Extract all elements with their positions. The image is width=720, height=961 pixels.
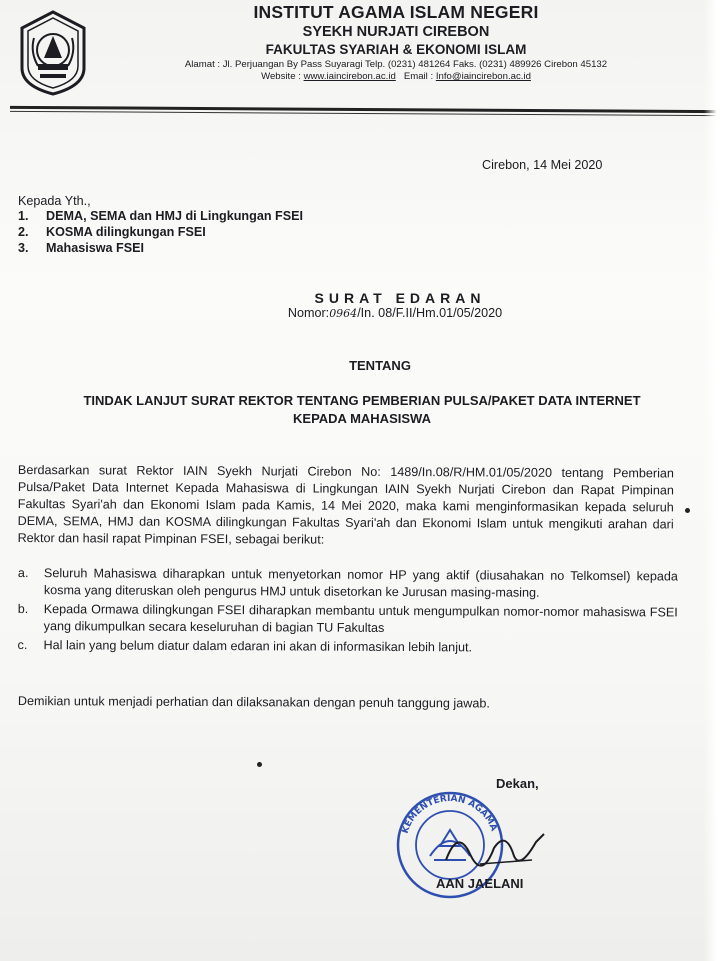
svg-text:KEMENTERIAN AGAMA: KEMENTERIAN AGAMA (400, 793, 499, 836)
recipient-item: 2. KOSMA dilingkungan FSEI (18, 225, 206, 239)
signatory-position: Dekan, (496, 776, 539, 791)
handwritten-number: 0964 (329, 307, 358, 320)
recipient-item: 3. Mahasiswa FSEI (18, 241, 144, 255)
institution-subname: SYEKH NURJATI CIREBON (302, 24, 490, 40)
list-item: c. Hal lain yang belum diatur dalam edaran ini akan di informasikan lebih lanjut. (17, 637, 473, 655)
letter-date: Cirebon, 14 Mei 2020 (482, 158, 603, 172)
recipient-item: 1. DEMA, SEMA dan HMJ di Lingkungan FSEI (18, 209, 304, 223)
instruction-list (18, 565, 678, 660)
contact-line (96, 71, 696, 83)
email-label: Email : (403, 71, 436, 82)
subject-heading: TINDAK LANJUT SURAT REKTOR TENTANG PEMBERIAN PULSA/PAKET DATA INTERNET KEPADA MAHASISWA (83, 393, 641, 426)
institution-name: INSTITUT AGAMA ISLAM NEGERI (253, 2, 539, 22)
recipient-intro: Kepada Yth., (18, 194, 91, 208)
closing-sentence: Demikian untuk menjadi perhatian dan dilaksanakan dengan penuh tanggung jawab. (17, 694, 490, 711)
email-link[interactable]: Info@iaincirebon.ac.id (435, 71, 531, 82)
handwritten-signature-icon (440, 820, 550, 880)
address-line: Alamat : Jl. Perjuangan By Pass Suyaragi Telp. (0231) 481264 Faks. (0231) 489926 Cirebon 45132 (184, 59, 608, 70)
recipient-list (18, 208, 418, 256)
website-link[interactable]: www.iaincirebon.ac.id (303, 71, 396, 82)
scan-speck (685, 508, 690, 513)
tentang-heading: TENTANG (349, 358, 411, 373)
letterhead (96, 2, 696, 83)
signatory-name: AAN JAELANI (436, 876, 524, 891)
circular-number: Nomor:0964/In. 08/F.II/Hm.01/05/2020 (287, 306, 503, 320)
iain-logo-icon (14, 8, 92, 96)
list-item: a. Seluruh Mahasiswa diharapkan untuk menyetorkan nomor HP yang aktif (diusahakan no Telkomsel) kepada kosma yang diteruskan oleh pengurus HMJ untuk disetorkan ke Jurusan masing-masing. (17, 566, 678, 600)
website-label: Website : (261, 71, 304, 82)
circular-title: SURAT EDARAN (314, 290, 486, 306)
scan-speck (257, 762, 262, 767)
body-paragraph: Berdasarkan surat Rektor IAIN Syekh Nurjati Cirebon No: 1489/In.08/R/HM.01/05/2020 tentang Pemberian Pulsa/Paket Data Internet Kepada Mahasiswa di Lingkungan IAIN Syekh Nurjati Cirebon dan Rapat Pimpinan Fakultas Syari'ah dan Ekonomi Islam pada Kamis, 14 Mei 2020, maka kami menginformasikan kepada seluruh DEMA, SEMA, HMJ dan KOSMA dilingkungan Fakultas Syari'ah dan Ekonomi Islam untuk mengikuti arahan dari Rektor dan hasil rapat Pimpinan FSEI, sebagai berikut: (17, 463, 674, 547)
list-item: b. Kepada Ormawa dilingkungan FSEI diharapkan membantu untuk mengumpulkan nomor-nomor mahasiswa FSEI yang dikumpulkan secara keseluruhan di bagian TU Fakultas (17, 601, 678, 635)
faculty-name: FAKULTAS SYARIAH & EKONOMI ISLAM (265, 42, 527, 57)
scan-edge (704, 0, 720, 961)
